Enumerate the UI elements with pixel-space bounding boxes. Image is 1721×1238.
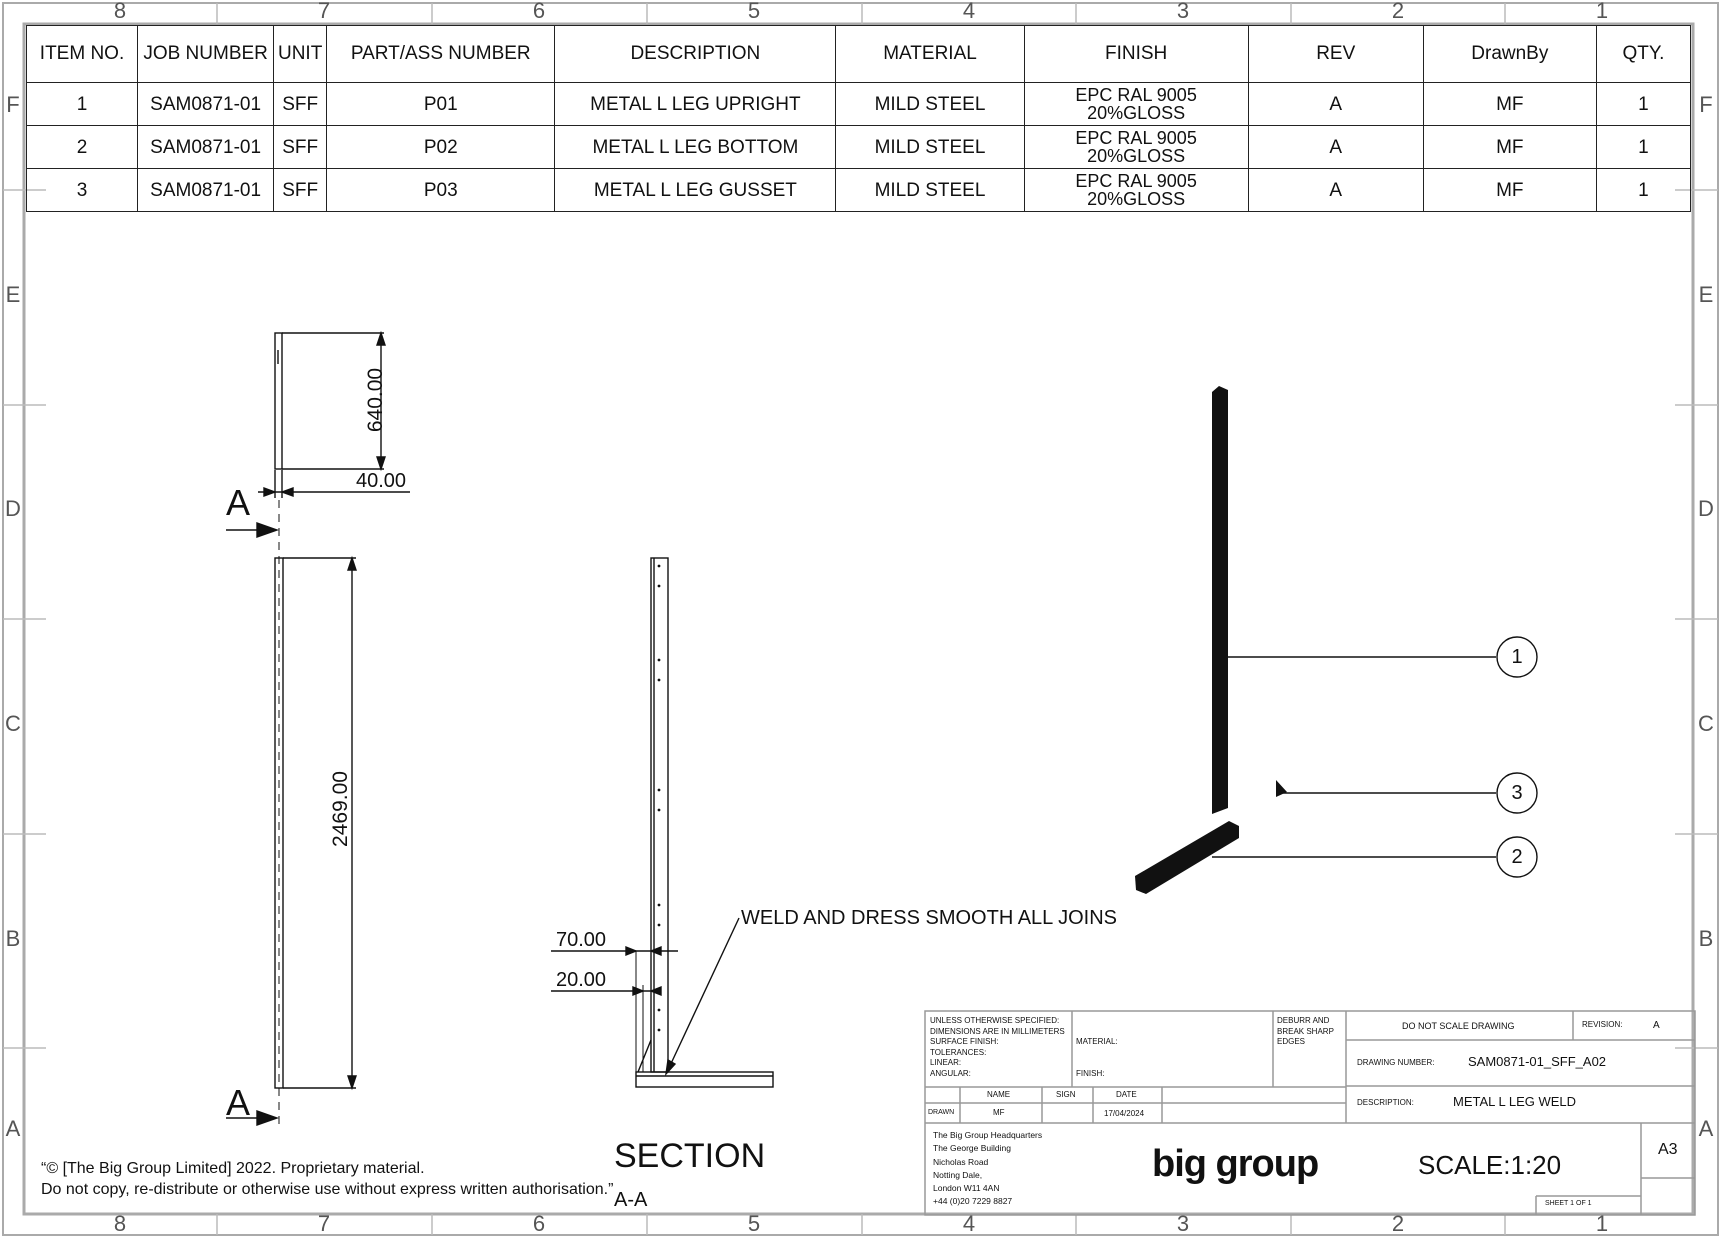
cell-part: P03 (327, 169, 555, 212)
drawing-number: SAM0871-01_SFF_A02 (1468, 1054, 1607, 1069)
zone-col-top-7: 7 (317, 0, 331, 23)
description-value: METAL L LEG WELD (1453, 1094, 1577, 1109)
cell-finish (1024, 126, 1248, 169)
cell-material: MILD STEEL (836, 83, 1024, 126)
scale-text: SCALE:1:20 (1418, 1150, 1562, 1180)
finish-line-2: 20%GLOSS (1087, 146, 1186, 166)
do-not-scale: DO NOT SCALE DRAWING (1402, 1021, 1515, 1031)
zone-row-left-c: C (5, 711, 21, 736)
zone-row-left-f: F (6, 92, 20, 117)
zone-row-right-b: B (1698, 926, 1714, 951)
finish-label: FINISH: (1076, 1069, 1105, 1078)
section-marker-bottom: A (226, 1082, 251, 1123)
company-address: The Big Group Headquarters The George Building Nicholas Road Notting Dale, London W11 4AN +44 (0)20 7229 8827 (933, 1130, 1043, 1207)
dim-640: 640.00 (364, 367, 387, 433)
col-header-rev: REV (1248, 26, 1423, 83)
copyright-line-1: “© [The Big Group Limited] 2022. Proprietary material. (41, 1160, 425, 1177)
zone-row-right-a: A (1698, 1116, 1714, 1141)
col-header-part: PART/ASS NUMBER (327, 26, 555, 83)
sheet-size: A3 (1658, 1141, 1678, 1158)
sheet-number: SHEET 1 OF 1 (1545, 1200, 1592, 1207)
zone-col-bottom-2: 2 (1391, 1211, 1405, 1236)
sign-label: SIGN (1056, 1090, 1076, 1099)
cell-unit: SFF (274, 169, 327, 212)
cell-description: METAL L LEG GUSSET (555, 169, 836, 212)
cell-unit: SFF (274, 83, 327, 126)
zone-row-right-c: C (1698, 711, 1714, 736)
copyright-line-2: Do not copy, re-distribute or otherwise use without express written authorisation.” (41, 1181, 614, 1198)
zone-col-bottom-3: 3 (1176, 1211, 1190, 1236)
finish-line-1: EPC RAL 9005 (1075, 85, 1197, 105)
col-header-drawnby: DrawnBy (1423, 26, 1596, 83)
description-label: DESCRIPTION: (1357, 1098, 1414, 1107)
dim-20: 20.00 (556, 969, 607, 991)
drawn-date: 17/04/2024 (1104, 1109, 1145, 1118)
cell-item: 3 (27, 169, 138, 212)
cell-rev: A (1248, 83, 1423, 126)
weld-note: WELD AND DRESS SMOOTH ALL JOINS (741, 907, 1118, 929)
cell-drawnby: MF (1423, 169, 1596, 212)
section-marker-top: A (226, 482, 251, 523)
col-header-material: MATERIAL (836, 26, 1024, 83)
zone-row-left-b: B (5, 926, 21, 951)
revision-label: REVISION: (1582, 1020, 1623, 1029)
table-row (27, 126, 1691, 169)
cell-rev: A (1248, 169, 1423, 212)
cell-finish (1024, 83, 1248, 126)
drawn-by: MF (993, 1108, 1005, 1117)
section-title-suffix: A-A (614, 1189, 648, 1211)
balloon-3: 3 (1511, 782, 1523, 804)
cell-material: MILD STEEL (836, 169, 1024, 212)
zone-col-top-1: 1 (1595, 0, 1609, 23)
table-row (27, 83, 1691, 126)
tolerances-note: UNLESS OTHERWISE SPECIFIED: DIMENSIONS ARE IN MILLIMETERS SURFACE FINISH: TOLERANCES: LINEAR: ANGULAR: (930, 1016, 1065, 1078)
cell-description: METAL L LEG UPRIGHT (555, 83, 836, 126)
zone-col-bottom-5: 5 (747, 1211, 761, 1236)
name-label: NAME (987, 1090, 1011, 1099)
section-title-label: SECTION (614, 1137, 766, 1175)
col-header-finish: FINISH (1024, 26, 1248, 83)
cell-qty: 1 (1596, 126, 1690, 169)
cell-part: P02 (327, 126, 555, 169)
cell-description: METAL L LEG BOTTOM (555, 126, 836, 169)
balloon-2: 2 (1511, 846, 1523, 868)
cell-job: SAM0871-01 (138, 169, 274, 212)
col-header-job: JOB NUMBER (138, 26, 274, 83)
dim-40: 40.00 (356, 470, 407, 492)
table-row (27, 169, 1691, 212)
finish-line-1: EPC RAL 9005 (1075, 128, 1197, 148)
zone-row-left-a: A (5, 1116, 21, 1141)
cell-drawnby: MF (1423, 83, 1596, 126)
section-title (614, 1098, 765, 1215)
zone-col-top-4: 4 (962, 0, 976, 23)
bom-header-row (27, 26, 1691, 83)
cell-unit: SFF (274, 126, 327, 169)
company-logo: big group (1152, 1143, 1319, 1185)
finish-line-1: EPC RAL 9005 (1075, 171, 1197, 191)
cell-drawnby: MF (1423, 126, 1596, 169)
cell-material: MILD STEEL (836, 126, 1024, 169)
zone-col-bottom-8: 8 (113, 1211, 127, 1236)
col-header-unit: UNIT (274, 26, 327, 83)
col-header-qty: QTY. (1596, 26, 1690, 83)
col-header-description: DESCRIPTION (555, 26, 836, 83)
zone-col-bottom-6: 6 (532, 1211, 546, 1236)
bom-table (26, 25, 1691, 212)
isometric-view (1135, 386, 1537, 894)
cell-job: SAM0871-01 (138, 126, 274, 169)
date-label: DATE (1116, 1090, 1137, 1099)
cell-item: 2 (27, 126, 138, 169)
balloon-1: 1 (1511, 646, 1523, 668)
dim-2469: 2469.00 (329, 771, 352, 847)
section-view (551, 558, 773, 1087)
finish-line-2: 20%GLOSS (1087, 189, 1186, 209)
zone-col-top-6: 6 (532, 0, 546, 23)
zone-col-top-5: 5 (747, 0, 761, 23)
material-label: MATERIAL: (1076, 1037, 1118, 1046)
zone-col-top-2: 2 (1391, 0, 1405, 23)
cell-rev: A (1248, 126, 1423, 169)
finish-line-2: 20%GLOSS (1087, 103, 1186, 123)
zone-row-left-e: E (5, 282, 21, 307)
zone-row-right-e: E (1698, 282, 1714, 307)
zone-col-top-3: 3 (1176, 0, 1190, 23)
cell-job: SAM0871-01 (138, 83, 274, 126)
cell-qty: 1 (1596, 83, 1690, 126)
drawing-number-label: DRAWING NUMBER: (1357, 1058, 1435, 1067)
zone-row-right-d: D (1698, 496, 1714, 521)
cell-item: 1 (27, 83, 138, 126)
revision-value: A (1653, 1020, 1660, 1031)
col-header-item: ITEM NO. (27, 26, 138, 83)
drawn-label: DRAWN (928, 1109, 955, 1116)
deburr-note: DEBURR AND BREAK SHARP EDGES (1277, 1016, 1334, 1046)
zone-row-left-d: D (5, 496, 21, 521)
zone-col-bottom-7: 7 (317, 1211, 331, 1236)
cell-finish (1024, 169, 1248, 212)
zone-row-right-f: F (1699, 92, 1713, 117)
zone-col-top-8: 8 (113, 0, 127, 23)
zone-col-bottom-4: 4 (962, 1211, 976, 1236)
zone-col-bottom-1: 1 (1595, 1211, 1609, 1236)
cell-qty: 1 (1596, 169, 1690, 212)
cell-part: P01 (327, 83, 555, 126)
dim-70: 70.00 (556, 929, 607, 951)
